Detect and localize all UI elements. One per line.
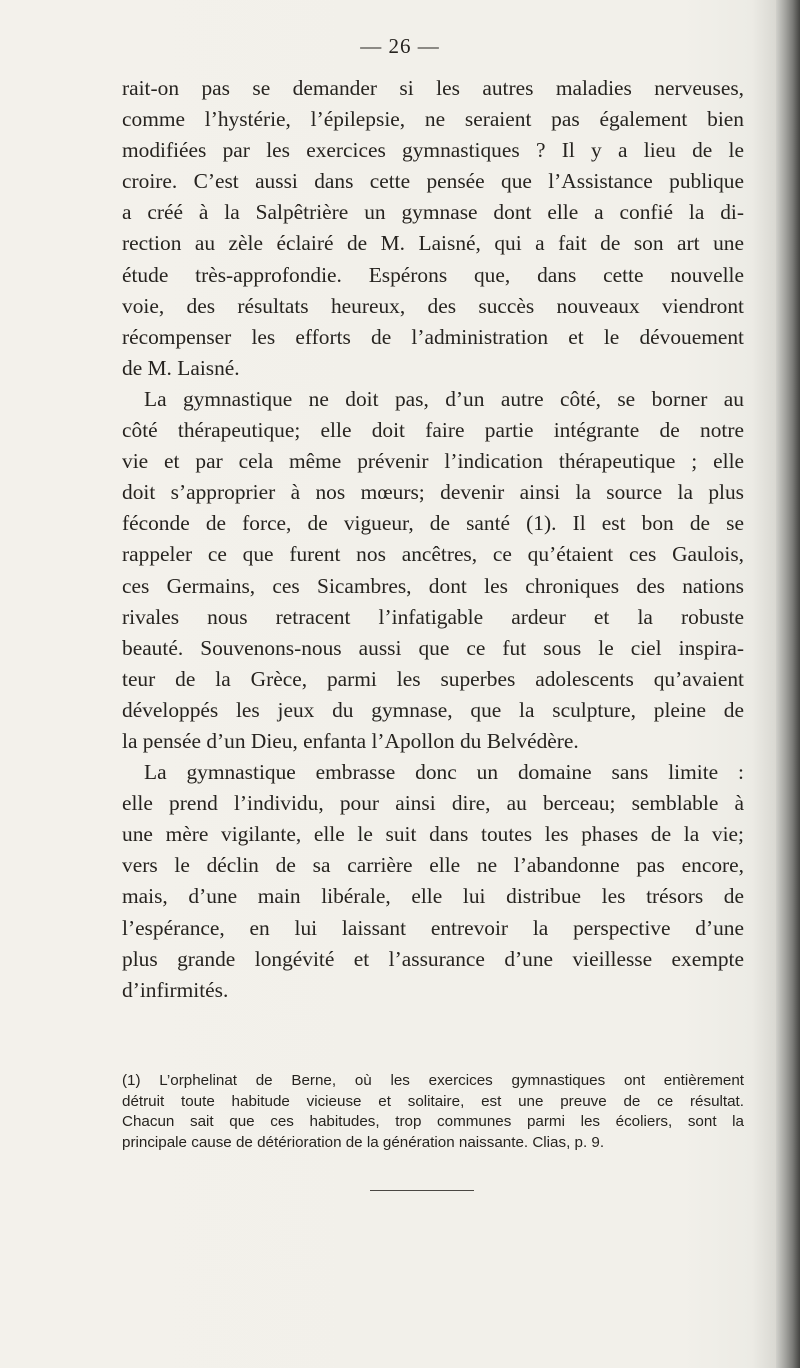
body-line: de M. Laisné. [122, 355, 240, 380]
body-line: côté thérapeutique; elle doit faire partie intégrante de notre [122, 418, 744, 443]
body-line: développés les jeux du gymnase, que la sculpture, pleine de [122, 697, 744, 722]
body-line: rivales nous retracent l’infatigable ardeur et la robuste [122, 604, 744, 629]
body-line: vers le déclin de sa carrière elle ne l’abandonne pas encore, [122, 853, 744, 878]
body-line: une mère vigilante, elle le suit dans toutes les phases de la vie; [122, 822, 744, 847]
body-line: voie, des résultats heureux, des succès nouveaux viendront [122, 293, 744, 318]
body-line: modifiées par les exercices gymnastiques ? Il y a lieu de le [122, 138, 744, 163]
body-line: récompenser les efforts de l’administration et le dévouement [122, 324, 744, 349]
body-line: la pensée d’un Dieu, enfanta l’Apollon du Belvédère. [122, 728, 579, 753]
body-line: croire. C’est aussi dans cette pensée que l’Assistance publique [122, 169, 744, 194]
body-line: a créé à la Salpêtrière un gymnase dont elle a confié la di- [122, 200, 744, 225]
body-line: vie et par cela même prévenir l’indication thérapeutique ; elle [122, 449, 744, 474]
book-spine-shadow [776, 0, 800, 1368]
body-line: rappeler ce que furent nos ancêtres, ce qu’étaient ces Gaulois, [122, 542, 744, 567]
body-line: elle prend l’individu, pour ainsi dire, au berceau; semblable à [122, 791, 744, 816]
footnote [122, 1071, 744, 1153]
body-text [122, 73, 744, 1006]
footnote-line: détruit toute habitude vicieuse et solitaire, est une preuve de ce résultat. [122, 1092, 744, 1110]
body-line: étude très-approfondie. Espérons que, dans cette nouvelle [122, 262, 744, 287]
footnote-line: Chacun sait que ces habitudes, trop communes parmi les écoliers, sont la [122, 1113, 744, 1130]
body-line: rait-on pas se demander si les autres maladies nerveuses, [122, 76, 744, 100]
body-line: doit s’approprier à nos mœurs; devenir ainsi la source la plus [122, 480, 744, 505]
body-line: ces Germains, ces Sicambres, dont les chroniques des nations [122, 573, 744, 598]
paragraph-start-line: La gymnastique ne doit pas, d’un autre côté, se borner au [144, 386, 744, 411]
body-line: féconde de force, de vigueur, de santé (1). Il est bon de se [122, 511, 744, 536]
divider-rule [370, 1190, 474, 1191]
body-line: rection au zèle éclairé de M. Laisné, qui a fait de son art une [122, 231, 744, 256]
body-line: d’infirmités. [122, 977, 229, 1002]
paragraph-start-line: La gymnastique embrasse donc un domaine sans limite : [144, 760, 744, 785]
body-line: comme l’hystérie, l’épilepsie, ne seraient pas également bien [122, 107, 744, 132]
footnote-line: principale cause de détérioration de la génération naissante. Clias, p. 9. [122, 1133, 605, 1151]
body-line: l’espérance, en lui laissant entrevoir la perspective d’une [122, 915, 744, 940]
page-number: — 26 — [360, 34, 440, 58]
body-line: beauté. Souvenons-nous aussi que ce fut sous le ciel inspira- [122, 635, 744, 660]
body-line: plus grande longévité et l’assurance d’une vieillesse exempte [122, 946, 744, 971]
footnote-line: (1) L’orphelinat de Berne, où les exercices gymnastiques ont entièrement [122, 1072, 744, 1089]
body-line: teur de la Grèce, parmi les superbes adolescents qu’avaient [122, 666, 744, 691]
body-line: mais, d’une main libérale, elle lui distribue les trésors de [122, 884, 744, 909]
